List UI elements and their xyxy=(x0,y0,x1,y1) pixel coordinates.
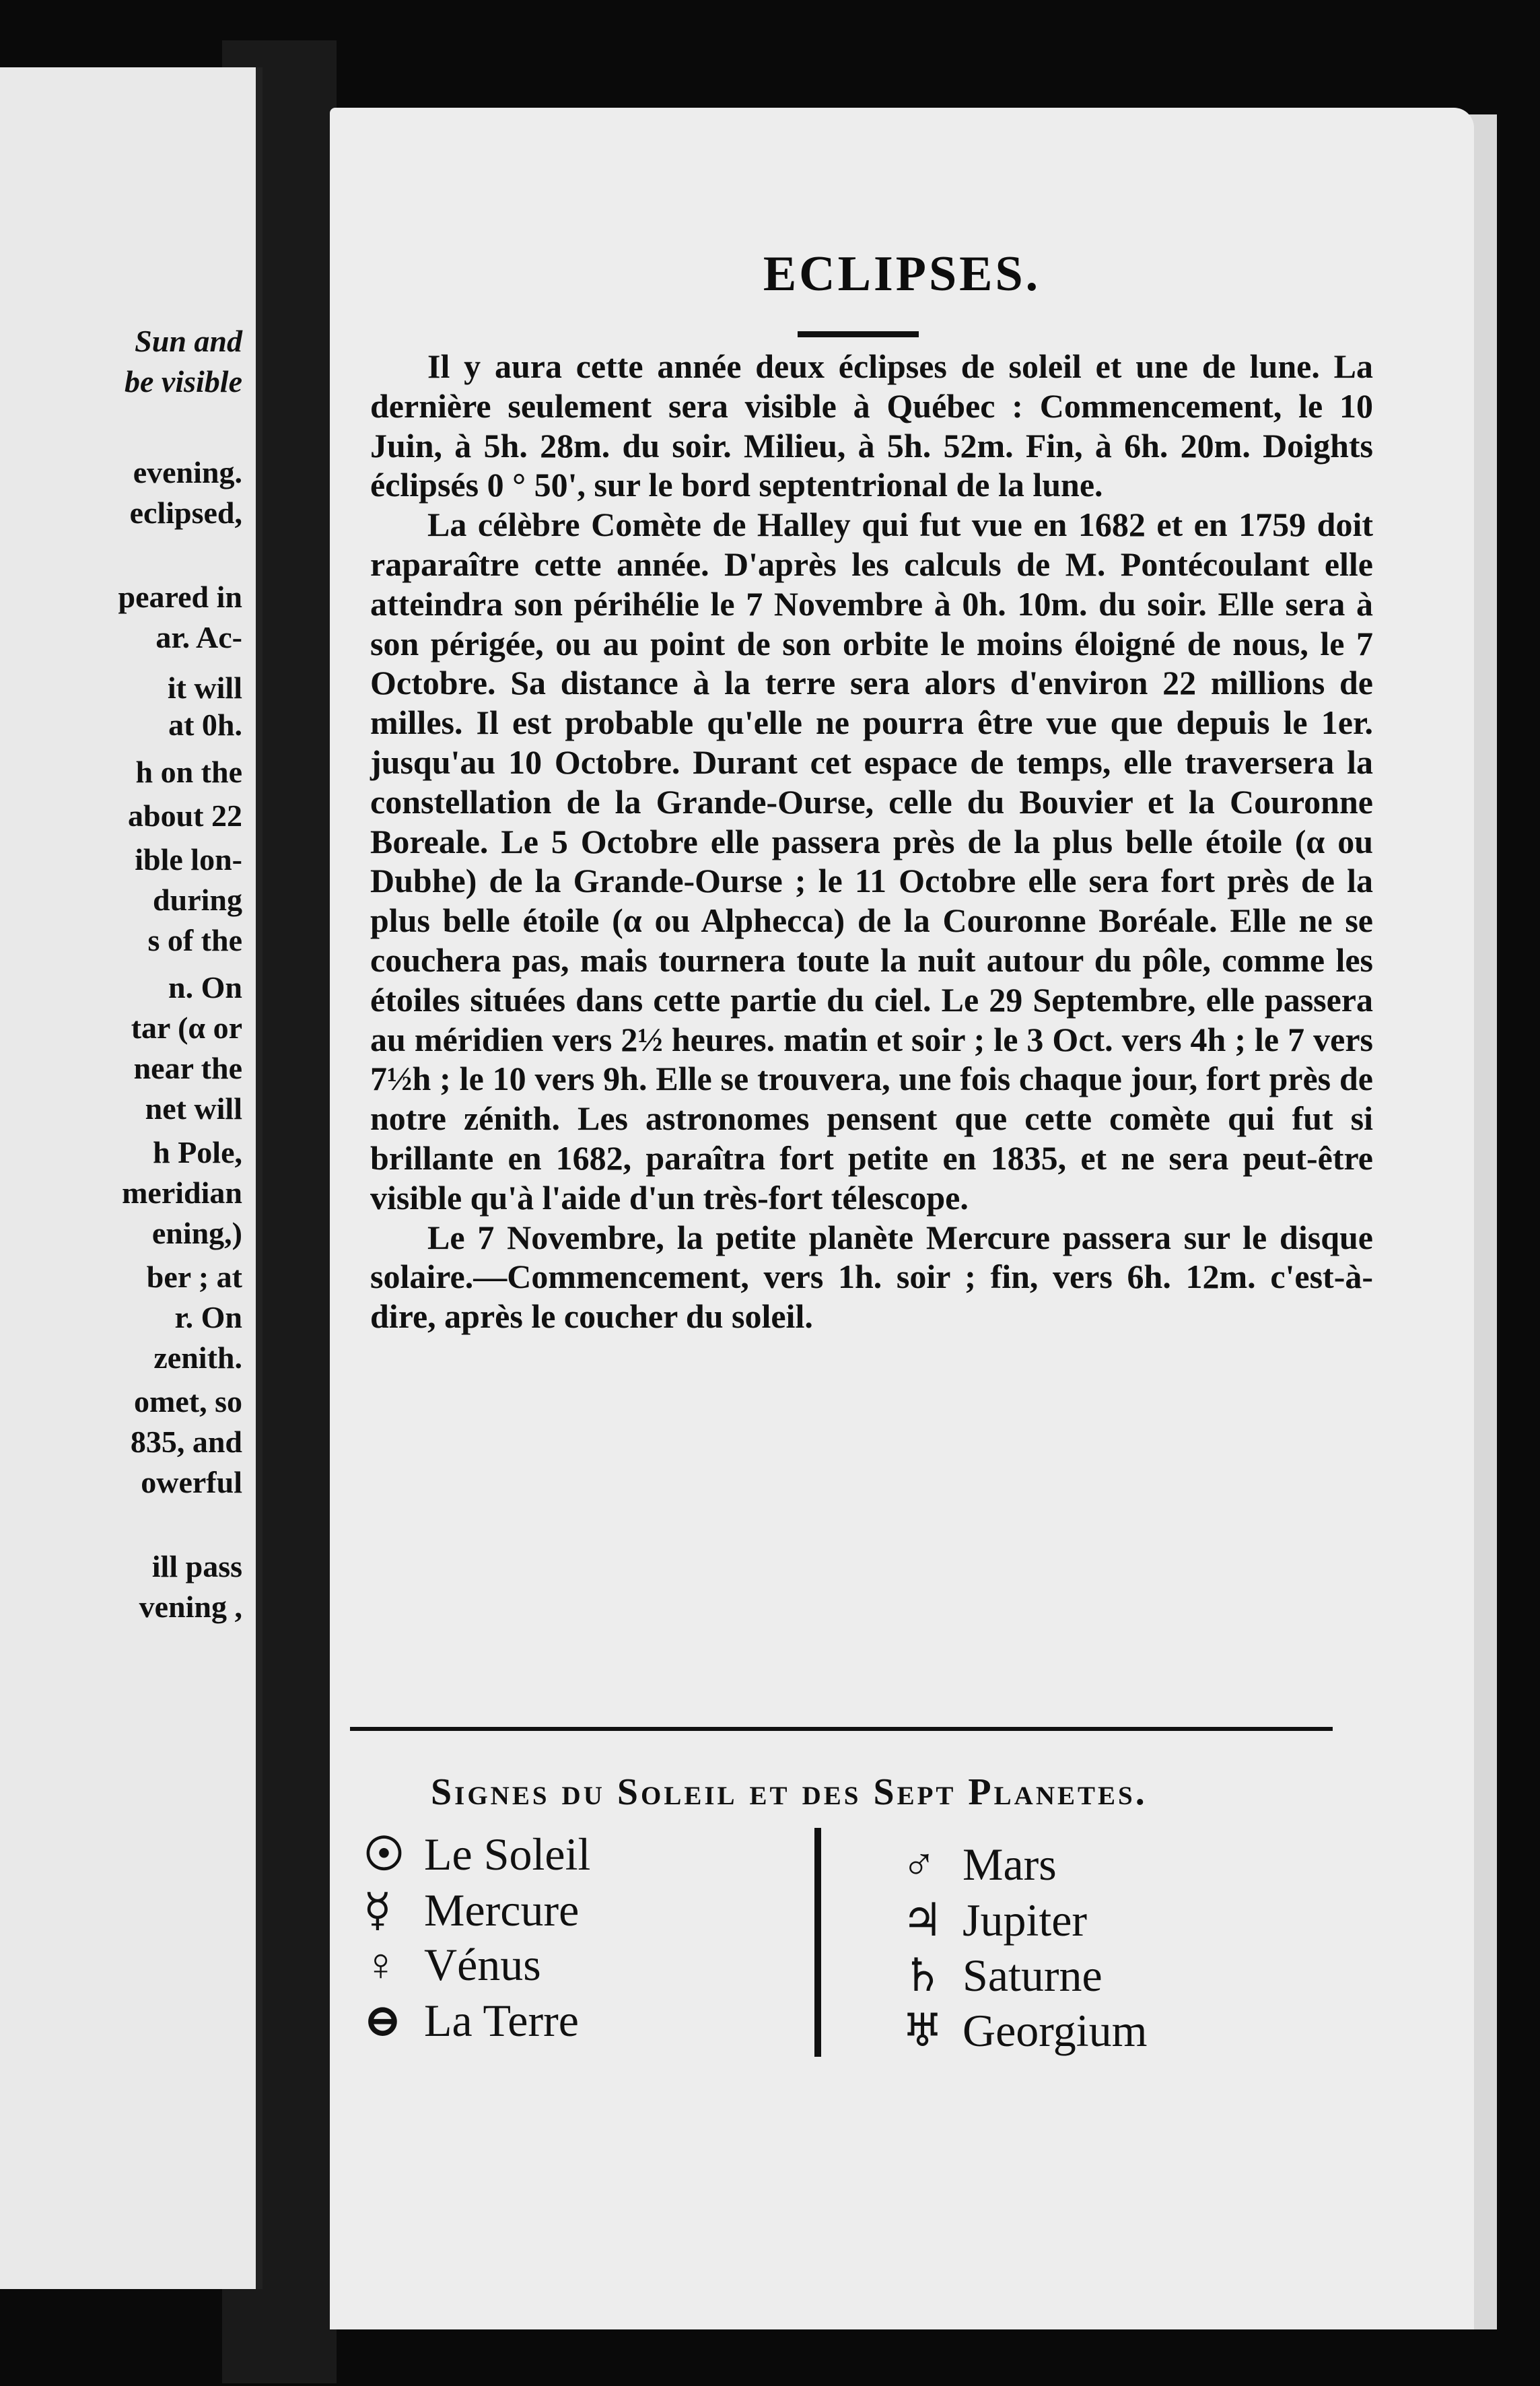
title-rule xyxy=(798,331,919,337)
planet-name: Mars xyxy=(963,1839,1057,1890)
planet-name: Georgium xyxy=(963,2005,1148,2056)
section-rule xyxy=(350,1727,1333,1731)
earth-symbol-icon: ⊖ xyxy=(363,1995,402,2046)
paragraph-mercury-transit: Le 7 Novembre, la petite planète Mercure passera sur le disque solaire.—Commencement, vers 1h. soir ; fin, vers 6h. 12m. c'est-à-dire, après le coucher du soleil. xyxy=(370,1218,1373,1336)
planet-name: Jupiter xyxy=(963,1895,1088,1946)
left-page-line: vening , xyxy=(139,1590,242,1624)
left-page-line: at 0h. xyxy=(168,708,242,742)
planet-row xyxy=(902,2004,1148,2057)
left-page-line: h on the xyxy=(135,755,242,789)
left-page-line: ar. Ac- xyxy=(155,620,242,654)
left-page-line: s of the xyxy=(147,923,242,957)
planet-row xyxy=(363,1993,579,2047)
left-page-line: about 22 xyxy=(128,798,242,833)
planet-row xyxy=(902,1948,1102,2002)
planet-divider xyxy=(814,1828,821,2057)
planet-name: La Terre xyxy=(424,1995,579,2046)
paragraph-eclipses: Il y aura cette année deux éclipses de soleil et une de lune. La dernière seulement sera visible à Québec : Commencement, le 10 Juin, à 5h. 28m. du soir. Milieu, à 5h. 52m. Fin, à 6h. 20m. Doights éclipsés 0 ° 50', sur le bord septentrional de la lune. xyxy=(370,347,1373,504)
left-page-line: ber ; at xyxy=(146,1260,242,1294)
left-page-line: ill pass xyxy=(151,1549,242,1583)
planet-row xyxy=(363,1828,590,1882)
page-title: ECLIPSES. xyxy=(763,246,1041,302)
mercury-symbol-icon: ☿ xyxy=(363,1884,392,1936)
mars-symbol-icon: ♂ xyxy=(902,1839,936,1890)
left-page-line: n. On xyxy=(168,970,242,1004)
left-page-line: omet, so xyxy=(134,1384,242,1419)
left-page-line: Sun and xyxy=(135,324,242,358)
left-page-line: be visible xyxy=(125,364,242,399)
planet-row xyxy=(363,1938,541,1992)
jupiter-symbol-icon: ♃ xyxy=(902,1895,943,1946)
left-page-line: owerful xyxy=(141,1465,242,1499)
left-page-line: peared in xyxy=(118,580,242,614)
planet-name: Le Soleil xyxy=(424,1829,591,1880)
left-page-line: tar (α or xyxy=(131,1011,242,1045)
left-page-line: net will xyxy=(145,1091,242,1126)
planet-row xyxy=(902,1893,1087,1947)
saturn-symbol-icon: ♄ xyxy=(902,1950,943,2001)
planet-row xyxy=(363,1883,579,1937)
left-page-line: h Pole, xyxy=(153,1135,242,1169)
planet-row xyxy=(902,1838,1057,1892)
planet-name: Mercure xyxy=(424,1884,580,1936)
planet-name: Saturne xyxy=(963,1950,1102,2001)
venus-symbol-icon: ♀ xyxy=(363,1939,398,1990)
georgium-symbol-icon: ♅ xyxy=(902,2005,943,2056)
left-page-line: ible lon- xyxy=(135,842,242,877)
left-page-line: eclipsed, xyxy=(129,496,242,530)
sun-symbol-icon: ☉ xyxy=(363,1829,405,1880)
left-page-line: it will xyxy=(167,671,242,705)
left-page-line: 835, and xyxy=(130,1425,242,1459)
left-page-line: evening. xyxy=(133,455,242,489)
left-page-line: meridian xyxy=(122,1175,242,1210)
main-page xyxy=(330,108,1474,2329)
left-page-line: ening,) xyxy=(151,1216,242,1250)
left-page-line: during xyxy=(153,883,242,917)
planet-name: Vénus xyxy=(424,1939,541,1990)
left-page-line: near the xyxy=(133,1051,242,1085)
left-page-line: zenith. xyxy=(153,1340,242,1375)
left-page xyxy=(0,67,262,2289)
body-text xyxy=(370,347,1373,1336)
signs-title: Signes du Soleil et des Sept Planetes. xyxy=(431,1771,1148,1813)
paragraph-comet: La célèbre Comète de Halley qui fut vue en 1682 et en 1759 doit raparaître cette année. D'après les calculs de M. Pontécoulant elle atteindra son périhélie le 7 Novembre à 0h. 10m. du soir. Elle sera à son périgée, ou au point de son orbite le moins éloigné de nous, le 7 Octobre. Sa distance à la terre sera alors d'environ 22 millions de milles. Il est probable qu'elle ne pourra être vue que depuis le 1er. jusqu'au 10 Octobre. Durant cet espace de temps, elle traversera la constellation de la Grande-Ourse, celle du Bouvier et la Couronne Boreale. Le 5 Octobre elle passera près de la plus belle étoile (α ou Dubhe) de la Grande-Ourse ; le 11 Octobre elle sera fort près de la plus belle étoile (α ou Alphecca) de la Couronne Boréale. Elle ne se couchera pas, mais tournera toute la nuit autour du pôle, comme les étoiles situées dans cette partie du ciel. Le 29 Septembre, elle passera au méridien vers 2½ heures. matin et soir ; le 3 Oct. vers 4h ; le 7 vers 7½h ; le 10 vers 9h. Elle se trouvera, une fois chaque jour, fort près de notre zénith. Les astronomes pensent que cette comète qui fut si brillante en 1682, paraîtra fort petite en 1835, et ne sera peut-être visible qu'à l'aide d'un très-fort télescope. xyxy=(370,506,1373,1217)
left-page-line: r. On xyxy=(174,1300,242,1334)
